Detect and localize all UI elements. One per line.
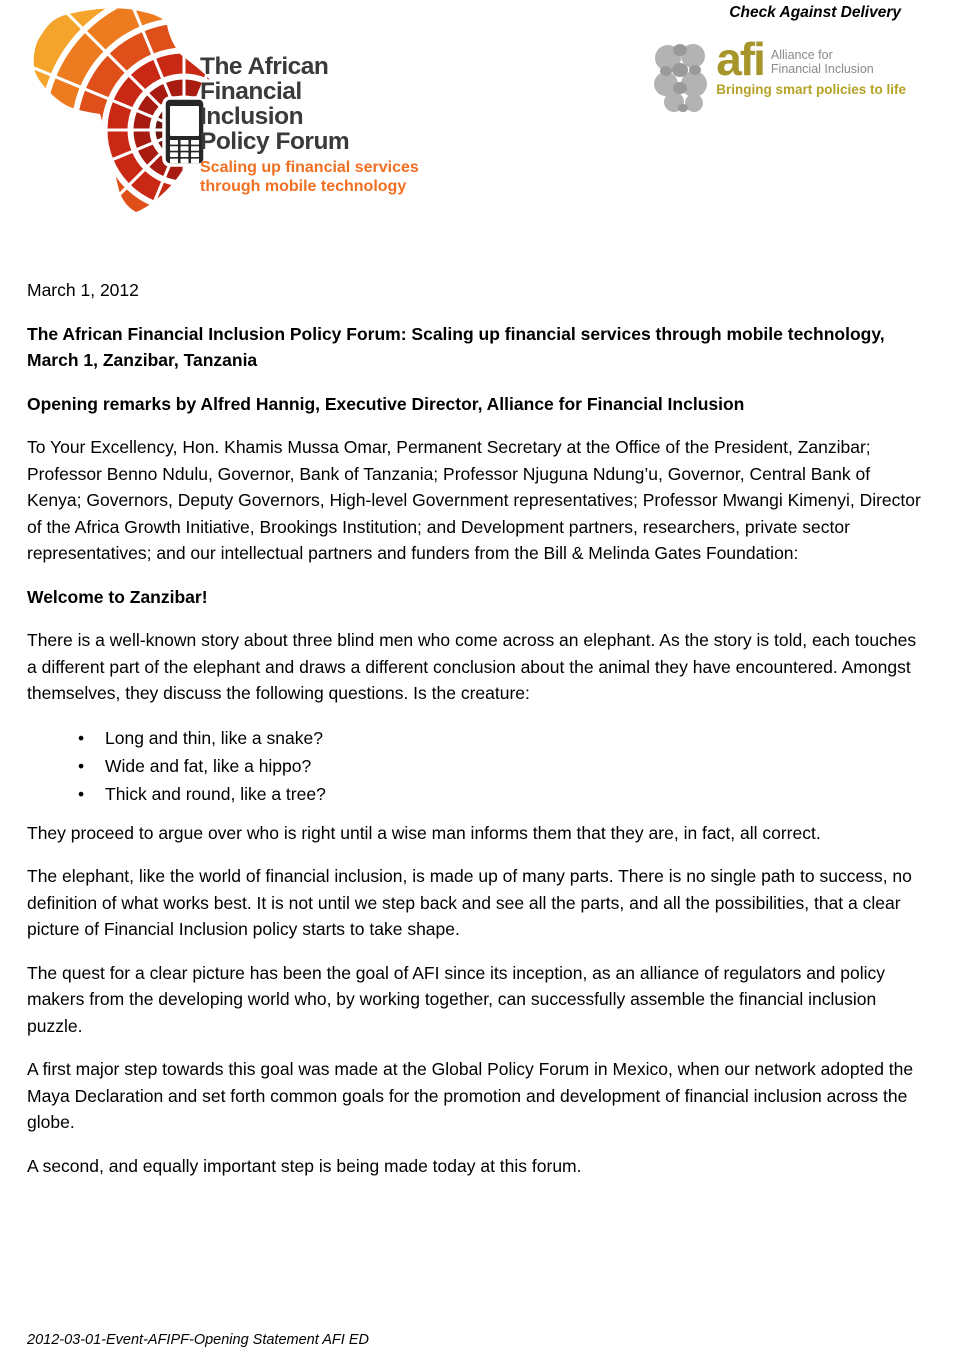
document-subtitle: Opening remarks by Alfred Hannig, Executive Director, Alliance for Financial Inclusion	[27, 393, 745, 414]
body-paragraph: A first major step towards this goal was made at the Global Policy Forum in Mexico, when our network adopted the Maya Declaration and set forth common goals for the promotion and development of financial inclusion across the globe.	[27, 1059, 914, 1132]
afi-mark-icon	[652, 40, 710, 114]
document-body	[0, 222, 980, 1196]
body-paragraph: The elephant, like the world of financial inclusion, is made up of many parts. There is no single path to success, no definition of what works best. It is not until we step back and see all the parts, and all the possibilities, that a clear picture of Financial Inclusion policy starts to take shape.	[27, 866, 912, 939]
check-against-delivery-note: Check Against Delivery	[729, 4, 901, 21]
document-title: The African Financial Inclusion Policy Forum: Scaling up financial services through mobile technology, March 1, Zanzibar, Tanzania	[27, 323, 885, 370]
salutation-paragraph: To Your Excellency, Hon. Khamis Mussa Omar, Permanent Secretary at the Office of the President, Zanzibar; Professor Benno Ndulu, Governor, Bank of Tanzania; Professor Njuguna Ndung’u, Governor, Central Bank of Kenya; Governors, Deputy Governors, High-level Government representatives; Professor Mwangi Kimenyi, Director of the Africa Growth Initiative, Brookings Institution; and Development partners, researchers, private sector representatives; and our intellectual partners and funders from the Bill & Melinda Gates Foundation:	[27, 437, 921, 563]
body-paragraph: A second, and equally important step is being made today at this forum.	[27, 1155, 582, 1176]
forum-logo-title-line: Financial	[200, 78, 302, 105]
forum-logo-tagline-line: through mobile technology	[200, 177, 407, 195]
footer-reference: 2012-03-01-Event-AFIPF-Opening Statement AFI ED	[27, 1332, 369, 1348]
forum-logo-title-line: The African	[200, 53, 329, 80]
afi-tagline: Bringing smart policies to life	[716, 82, 906, 97]
list-item	[27, 752, 922, 780]
afi-name-line: Alliance for	[770, 48, 833, 62]
welcome-heading: Welcome to Zanzibar!	[27, 586, 208, 607]
forum-logo-title-line: Policy Forum	[200, 128, 350, 155]
list-item	[27, 724, 922, 752]
forum-logo-tagline	[200, 159, 430, 196]
story-paragraph: There is a well-known story about three blind men who come across an elephant. As the story is told, each touches a different part of the elephant and draws a different conclusion about the animal they have encountered. Amongst themselves, they discuss the following questions. Is the creature:	[27, 630, 917, 703]
forum-logo	[200, 54, 430, 196]
afi-acronym: afi	[716, 33, 764, 85]
mobile-phone-icon	[164, 98, 205, 165]
document-date: March 1, 2012	[27, 280, 139, 300]
forum-logo-title-line: Inclusion	[200, 103, 304, 130]
list-item-text: Long and thin, like a snake?	[105, 727, 323, 748]
body-paragraph: They proceed to argue over who is right until a wise man informs them that they are, in fact, all correct.	[27, 822, 821, 843]
afi-logo	[652, 33, 906, 114]
body-paragraph: The quest for a clear picture has been the goal of AFI since its inception, as an alliance of regulators and policy makers from the developing world who, by working together, can successfully assemble the financial inclusion puzzle.	[27, 962, 886, 1036]
afi-name-line: Financial Inclusion	[770, 61, 874, 76]
bullet-list	[27, 724, 922, 808]
africa-mosaic-icon	[12, 2, 216, 222]
letterhead	[0, 0, 980, 222]
list-item	[27, 780, 922, 808]
forum-logo-tagline-line: Scaling up financial services	[200, 159, 419, 176]
list-item-text: Wide and fat, like a hippo?	[105, 755, 312, 776]
list-item-text: Thick and round, like a tree?	[105, 783, 326, 804]
